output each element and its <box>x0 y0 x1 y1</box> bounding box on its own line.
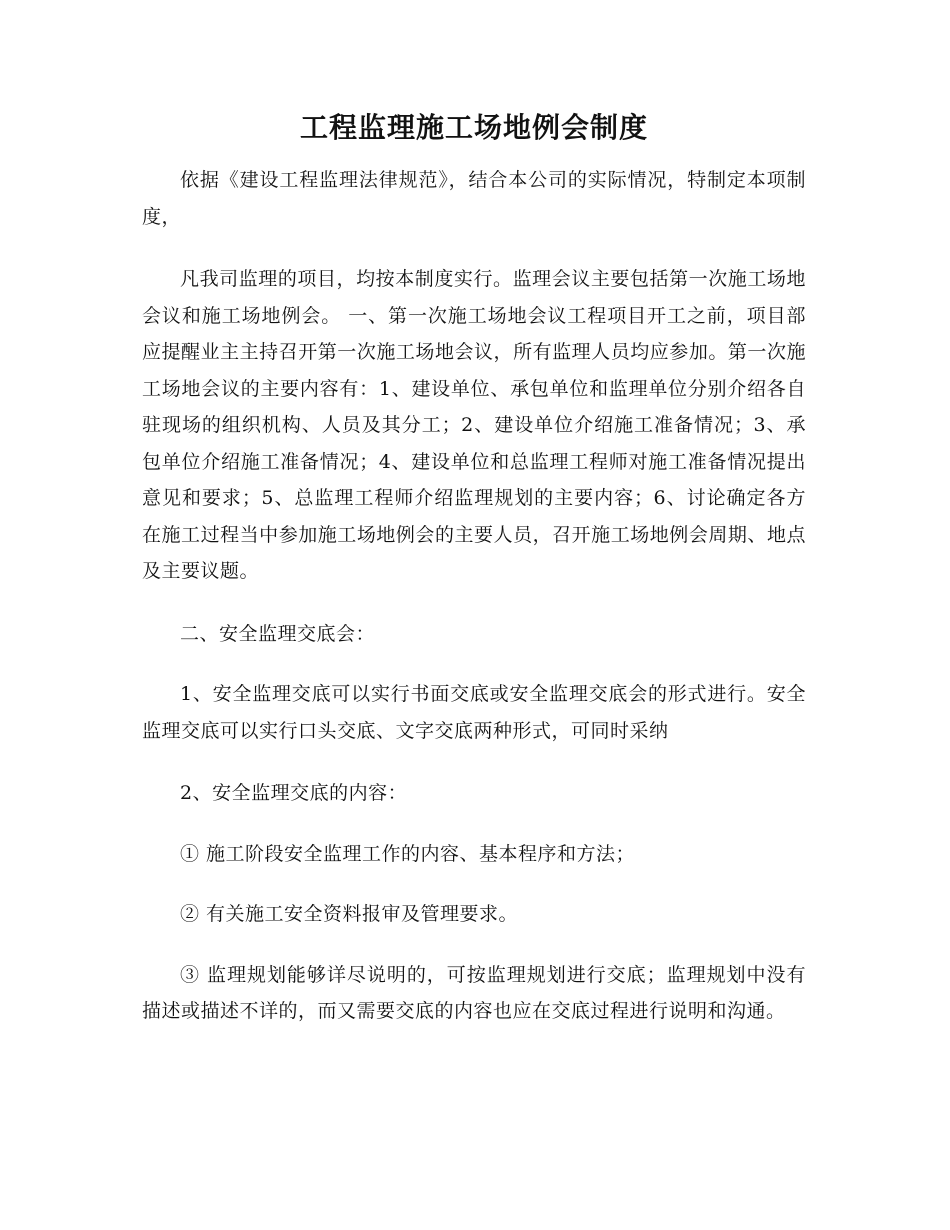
paragraph-safety-briefing-forms: 1、安全监理交底可以实行书面交底或安全监理交底会的形式进行。安全监理交底可以实行口头交底、文字交底两种形式，可同时采纳 <box>142 683 806 742</box>
paragraph-intro: 依据《建设工程监理法律规范》，结合本公司的实际情况，特制定本项制度， <box>142 169 806 228</box>
paragraph-item-3: ③ 监理规划能够详尽说明的，可按监理规划进行交底；监理规划中没有描述或描述不详的，而又需要交底的内容也应在交底过程进行说明和沟通。 <box>142 963 806 1022</box>
paragraph-first-site-meeting: 凡我司监理的项目，均按本制度实行。监理会议主要包括第一次施工场地会议和施工场地例会。 一、第一次施工场地会议工程项目开工之前，项目部应提醒业主主持召开第一次施工场地会议，所有监理人员均应参加。第一次施工场地会议的主要内容有：1、建设单位、承包单位和监理单位分别介绍各自驻现场的组织机构、人员及其分工；2、建设单位介绍施工准备情况；3、承包单位介绍施工准备情况；4、建设单位和总监理工程师对施工准备情况提出意见和要求；5、总监理工程师介绍监理规划的主要内容；6、讨论确定各方在施工过程当中参加施工场地例会的主要人员，召开施工场地例会周期、地点及主要议题。 <box>142 268 806 582</box>
document-page <box>142 108 806 1056</box>
paragraph-safety-briefing-heading: 二、安全监理交底会： <box>180 622 376 645</box>
paragraph-item-1: ① 施工阶段安全监理工作的内容、基本程序和方法； <box>180 842 636 865</box>
document-title: 工程监理施工场地例会制度 <box>299 111 648 144</box>
paragraph-item-2: ② 有关施工安全资料报审及管理要求。 <box>180 903 519 925</box>
paragraph-safety-briefing-content-heading: 2、安全监理交底的内容： <box>180 782 408 804</box>
